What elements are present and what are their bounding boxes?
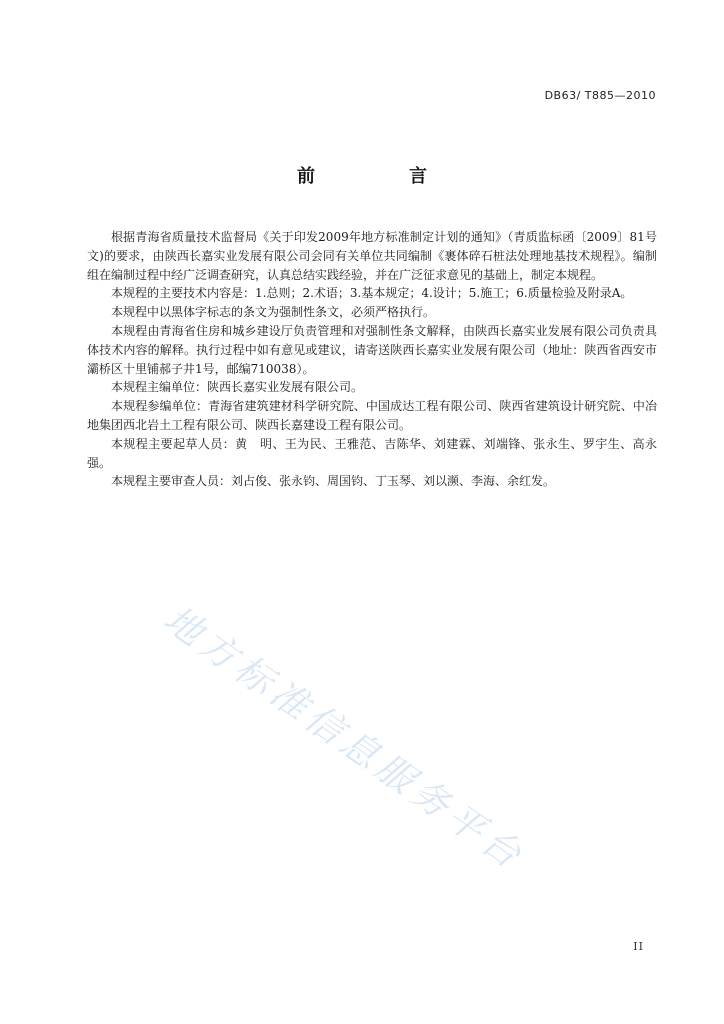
paragraph: 本规程由青海省住房和城乡建设厅负责管理和对强制性条文解释，由陕西长嘉实业发展有限公司负责具体技术内容的解释。执行过程中如有意见或建议，请寄送陕西长嘉实业发展有限公司（地址：陕西省西安市灞桥区十里铺郝子井1号，邮编710038）。	[87, 323, 657, 376]
foreword-body	[87, 228, 657, 491]
paragraph: 本规程的主要技术内容是：1.总则；2.术语；3.基本规定；4.设计；5.施工；6.质量检验及附录A。	[111, 286, 633, 301]
header-standard-code: DB63/ T885—2010	[544, 89, 656, 102]
paragraph: 根据青海省质量技术监督局《关于印发2009年地方标准制定计划的通知》（青质监标函〔2009〕81号文)的要求，由陕西长嘉实业发展有限公司会同有关单位共同编制《裹体碎石桩法处理地基技术规程》。编制组在编制过程中经广泛调查研究，认真总结实践经验，并在广泛征求意见的基础上，制定本规程。	[87, 230, 657, 282]
page-number: II	[633, 940, 644, 953]
paragraph: 本规程主要审查人员：刘占俊、张永钧、周国钧、丁玉琴、刘以濒、李海、余红发。	[111, 474, 556, 489]
page-title: 前 言	[297, 166, 465, 187]
paragraph: 本规程参编单位：青海省建筑建材科学研究院、中国成达工程有限公司、陕西省建筑设计研究院、中冶地集团西北岩土工程有限公司、陕西长嘉建设工程有限公司。	[87, 399, 657, 432]
paragraph: 本规程主编单位：陕西长嘉实业发展有限公司。	[111, 380, 364, 395]
watermark: 地方标准信息服务平台	[156, 597, 534, 880]
paragraph: 本规程主要起草人员：黄 明、王为民、王雅范、吉陈华、刘建霖、刘端锋、张永生、罗宇生、高永强。	[87, 436, 657, 470]
paragraph: 本规程中以黑体字标志的条文为强制性条文，必须严格执行。	[111, 305, 436, 320]
